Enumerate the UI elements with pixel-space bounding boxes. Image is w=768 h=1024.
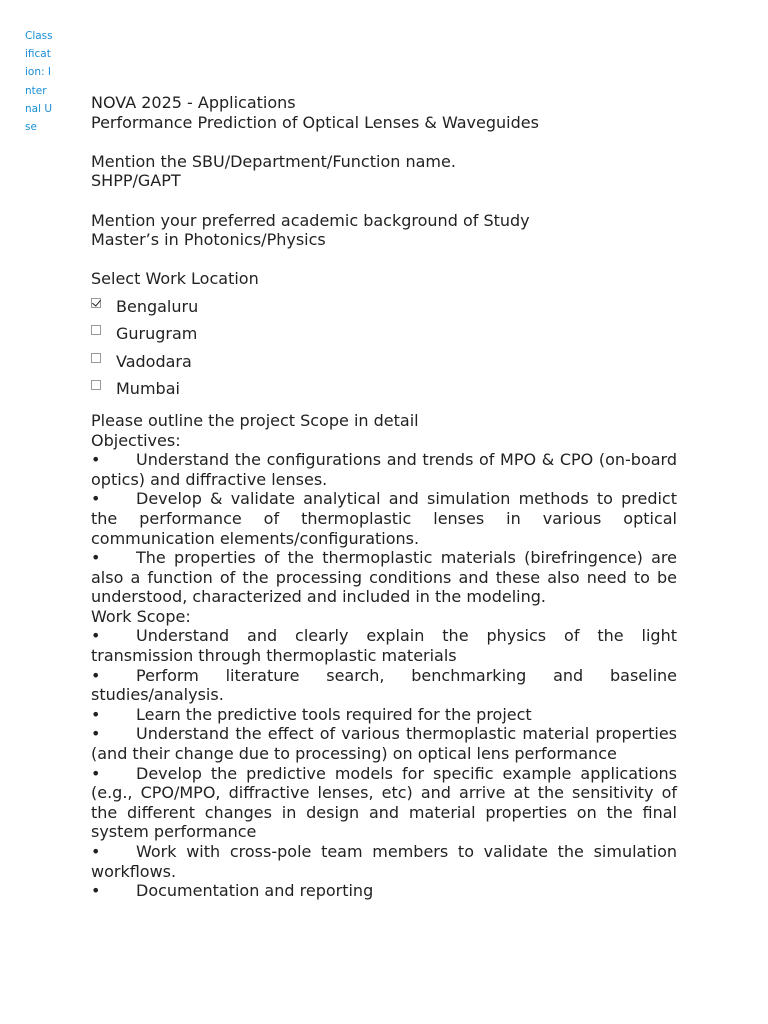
objectives-heading: Objectives: (91, 430, 181, 450)
bullet-mark: • (91, 763, 101, 783)
checkbox[interactable] (91, 380, 101, 390)
doc-subtitle: Performance Prediction of Optical Lenses & Waveguides (91, 112, 539, 132)
bullet-text: Learn the predictive tools required for the project (136, 704, 532, 724)
bullet-mark: • (91, 665, 101, 685)
bullet-mark: • (91, 724, 101, 744)
background-question: Mention your preferred academic background of Study (91, 210, 530, 230)
background-answer: Master’s in Photonics/Physics (91, 230, 326, 250)
bullet-item (91, 881, 677, 901)
bullet-text: Develop the predictive models for specific example applications (e.g., CPO/MPO, diffractive lenses, etc) and arrive at the sensitivity of the different changes in design and material properties on the final system performance (91, 763, 677, 842)
scope-question: Please outline the project Scope in detail (91, 410, 419, 430)
bullet-mark: • (91, 881, 101, 901)
bullet-item (91, 626, 677, 665)
department-question: Mention the SBU/Department/Function name. (91, 151, 456, 171)
bullet-text: Understand and clearly explain the physics of the light transmission through thermoplastic materials (91, 626, 677, 666)
checkbox[interactable] (91, 353, 101, 363)
bullet-item (91, 724, 677, 763)
bullet-item (91, 705, 677, 725)
bullet-mark: • (91, 489, 101, 509)
classification-label: Classification: Internal Use (25, 30, 53, 134)
location-option-mumbai[interactable] (91, 375, 677, 403)
bullet-item (91, 666, 677, 705)
bullet-text: Perform literature search, benchmarking and baseline studies/analysis. (91, 665, 677, 705)
bullet-text: Understand the effect of various thermoplastic material properties (and their change due to processing) on optical lens performance (91, 724, 677, 764)
location-option-gurugram[interactable] (91, 320, 677, 348)
bullet-text: Understand the configurations and trends of MPO & CPO (on-board optics) and diffractive lenses. (91, 450, 677, 489)
option-label: Mumbai (116, 379, 180, 399)
bullet-text: Work with cross-pole team members to validate the simulation workflows. (91, 842, 677, 881)
bullet-text: The properties of the thermoplastic materials (birefringence) are also a function of the processing conditions and these also need to be understood, characterized and included in the modeling. (91, 548, 677, 607)
bullet-mark: • (91, 704, 101, 724)
option-label: Vadodara (116, 351, 192, 371)
bullet-item (91, 489, 677, 548)
checkbox-checked[interactable] (91, 298, 101, 308)
department-answer: SHPP/GAPT (91, 171, 181, 191)
bullet-mark: • (91, 842, 101, 861)
bullet-text: Documentation and reporting (136, 881, 374, 901)
option-label: Gurugram (116, 324, 198, 344)
objectives-list (91, 450, 677, 607)
document-body (91, 93, 677, 901)
work-scope-list (91, 626, 677, 900)
option-label: Bengaluru (116, 296, 199, 316)
bullet-item (91, 450, 677, 489)
location-options (91, 293, 677, 403)
location-option-vadodara[interactable] (91, 348, 677, 376)
bullet-item (91, 764, 677, 842)
bullet-mark: • (91, 548, 101, 568)
bullet-item (91, 842, 677, 881)
bullet-mark: • (91, 626, 101, 646)
checkbox[interactable] (91, 325, 101, 335)
work-scope-heading: Work Scope: (91, 606, 191, 626)
bullet-mark: • (91, 450, 101, 470)
doc-title: NOVA 2025 - Applications (91, 93, 296, 112)
location-question: Select Work Location (91, 269, 259, 289)
location-option-bengaluru[interactable] (91, 293, 677, 321)
bullet-text: Develop & validate analytical and simulation methods to predict the performance of thermoplastic lenses in various optical communication elements/configurations. (91, 489, 677, 548)
bullet-item (91, 548, 677, 607)
